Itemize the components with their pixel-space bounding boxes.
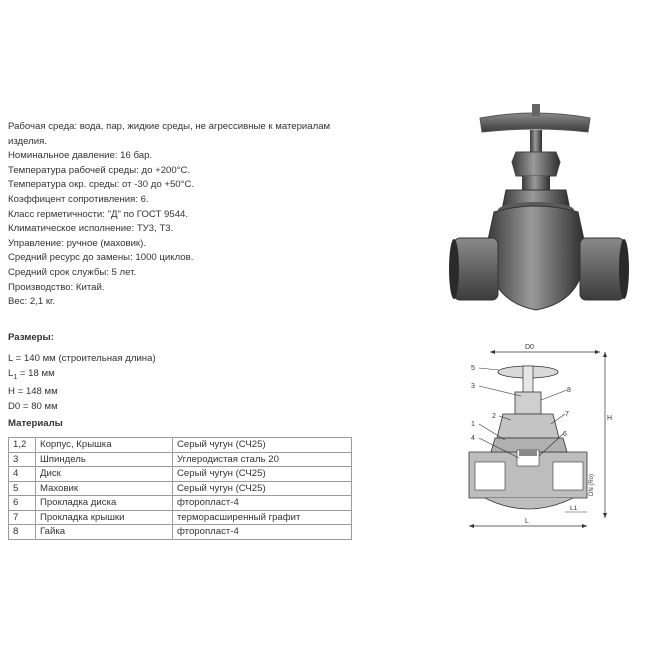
table-row: 5 Маховик Серый чугун (СЧ25) — [9, 481, 352, 496]
spec-line: Вес: 2,1 кг. — [8, 296, 56, 308]
callout-6: 6 — [563, 431, 567, 438]
valve-photo — [440, 100, 640, 330]
spec-line: Рабочая среда: вода, пар, жидкие среды, не агрессивные к материалам изделия. — [8, 121, 331, 147]
callout-4: 4 — [471, 435, 475, 442]
spec-line: Температура окр. среды: от -30 до +50°С. — [8, 179, 195, 191]
table-row: 3 Шпиндель Углеродистая сталь 20 — [9, 452, 352, 467]
materials-heading: Материалы — [8, 418, 63, 429]
label-l1: L1 — [570, 505, 578, 512]
materials-table — [8, 437, 352, 540]
spec-line: Управление: ручное (маховик). — [8, 237, 146, 249]
label-d0: D0 — [525, 344, 534, 351]
dimension-L: L = 140 мм (строительная длина) — [8, 353, 156, 364]
spec-line: Производство: Китай. — [8, 281, 105, 293]
spec-line: Климатическое исполнение: ТУ3, Т3. — [8, 223, 174, 235]
spec-line: Средний ресурс до замены: 1000 циклов. — [8, 252, 194, 264]
dimension-D0: D0 = 80 мм — [8, 400, 58, 412]
table-row: 1,2 Корпус, Крышка Серый чугун (СЧ25) — [9, 438, 352, 453]
spec-line: Температура рабочей среды: до +200°С. — [8, 164, 191, 176]
table-row: 7 Прокладка крышки терморасширенный графит — [9, 510, 352, 525]
label-l: L — [525, 518, 529, 525]
callout-3: 3 — [471, 383, 475, 390]
spec-line: Класс герметичности: "Д" по ГОСТ 9544. — [8, 208, 189, 220]
callout-1: 1 — [471, 421, 475, 428]
spec-line: Номинальное давление: 16 бар. — [8, 150, 153, 162]
table-row: 8 Гайка фторопласт-4 — [9, 525, 352, 540]
dimensions-list — [8, 352, 156, 414]
dimensions-heading: Размеры: — [8, 332, 54, 343]
spec-line: Коэффицент сопротивления: 6. — [8, 193, 149, 205]
label-h: H — [607, 415, 613, 422]
spec-list — [8, 120, 348, 310]
callout-7: 7 — [565, 411, 569, 418]
table-row: 4 Диск Серый чугун (СЧ25) — [9, 467, 352, 482]
label-dn: DN (Ro) — [589, 474, 595, 496]
callout-2: 2 — [492, 413, 496, 420]
valve-diagram — [455, 340, 615, 530]
spec-line: Средний срок службы: 5 лет. — [8, 266, 137, 278]
table-row: 6 Прокладка диска фторопласт-4 — [9, 496, 352, 511]
callout-8: 8 — [567, 387, 571, 394]
callout-5: 5 — [471, 365, 475, 372]
dimension-H: H = 148 мм — [8, 386, 58, 398]
dimension-L1: $L_1 = 18$ мм — [8, 367, 55, 381]
